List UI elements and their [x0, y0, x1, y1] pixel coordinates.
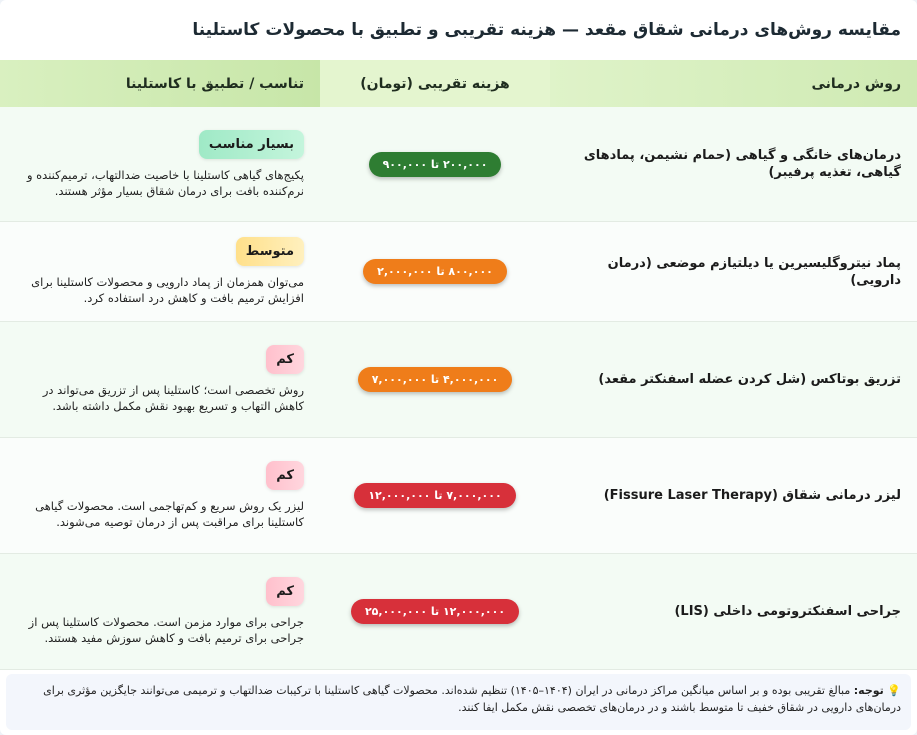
- fit-badge: کم: [266, 577, 304, 606]
- cost-pill: ۸۰۰,۰۰۰ تا ۲,۰۰۰,۰۰۰: [363, 259, 507, 284]
- fit-cell: [0, 322, 320, 437]
- cost-cell: [320, 554, 550, 669]
- fit-description: روش تخصصی است؛ کاستلینا پس از تزریق می‌تواند در کاهش التهاب و تسریع بهبود نقش مکمل داشته باشد.: [42, 383, 304, 413]
- table-row: [0, 107, 917, 222]
- cost-pill: ۷,۰۰۰,۰۰۰ تا ۱۲,۰۰۰,۰۰۰: [354, 483, 515, 508]
- method-cell: درمان‌های خانگی و گیاهی (حمام نشیمن، پمادهای گیاهی، تغذیه پرفیبر): [583, 148, 901, 180]
- fit-badge: بسیار مناسب: [199, 130, 304, 159]
- header-method: روش درمانی: [811, 75, 901, 92]
- cost-cell: [320, 107, 550, 221]
- method-cell: تزریق بوتاکس (شل کردن عضله اسفنکتر مقعد): [598, 372, 901, 387]
- table-row: [0, 322, 917, 438]
- fit-description: جراحی برای موارد مزمن است. محصولات کاستلینا پس از جراحی برای ترمیم بافت و کاهش سوزش مفید هستند.: [28, 615, 304, 645]
- header-cost: هزینه تقریبی (تومان): [320, 60, 550, 107]
- method-cell: جراحی اسفنکتروتومی داخلی (LIS): [674, 604, 901, 619]
- method-cell: پماد نیتروگلیسیرین یا دیلتیازم موضعی (درمان دارویی): [607, 255, 901, 288]
- cost-cell: [320, 322, 550, 437]
- fit-badge: متوسط: [236, 237, 304, 266]
- fit-cell: [0, 554, 320, 669]
- fit-description: می‌توان همزمان از پماد دارویی و محصولات کاستلینا برای افزایش ترمیم بافت و کاهش درد استفاده کرد.: [31, 275, 304, 305]
- table-row: [0, 554, 917, 670]
- cost-cell: [320, 438, 550, 553]
- note-text: مبالغ تقریبی بوده و بر اساس میانگین مراکز درمانی در ایران (۱۴۰۴–۱۴۰۵) تنظیم شده‌اند. محصولات گیاهی کاستلینا با ترکیبات ضدالتهاب و ترمیمی می‌توانند جایگزین مؤثری برای درمان‌های دارویی در شقاق خفیف تا متوسط باشند و در درمان‌های تخصصی نقش مکمل ایفا کنند.: [43, 684, 901, 714]
- note-label: توجه:: [853, 684, 884, 697]
- method-cell: لیزر درمانی شقاق (Fissure Laser Therapy): [603, 488, 901, 503]
- table-row: [0, 438, 917, 554]
- fit-cell: [0, 222, 320, 321]
- header-fit: تناسب / تطبیق با کاستلینا: [125, 75, 304, 92]
- fit-cell: [0, 107, 320, 221]
- cost-cell: [320, 222, 550, 321]
- fit-badge: کم: [266, 345, 304, 374]
- table-row: [0, 222, 917, 322]
- lightbulb-icon: 💡: [887, 684, 901, 697]
- cost-pill: ۴,۰۰۰,۰۰۰ تا ۷,۰۰۰,۰۰۰: [358, 367, 513, 392]
- note-box: [6, 674, 911, 730]
- fit-badge: کم: [266, 461, 304, 490]
- cost-pill: ۲۰۰,۰۰۰ تا ۹۰۰,۰۰۰: [369, 152, 502, 177]
- table-header: [0, 60, 917, 107]
- fit-description: لیزر یک روش سریع و کم‌تهاجمی است. محصولات گیاهی کاستلینا برای مراقبت پس از درمان توصیه می‌شوند.: [35, 499, 304, 529]
- page-title: مقایسه روش‌های درمانی شقاق مقعد — هزینه تقریبی و تطبیق با محصولات کاستلینا: [192, 20, 901, 40]
- cost-pill: ۱۲,۰۰۰,۰۰۰ تا ۲۵,۰۰۰,۰۰۰: [351, 599, 519, 624]
- fit-description: پکیج‌های گیاهی کاستلینا با خاصیت ضدالتهاب، ترمیم‌کننده و نرم‌کننده بافت برای درمان شقاق بسیار مؤثر هستند.: [26, 167, 304, 198]
- fit-cell: [0, 438, 320, 553]
- table-body: [0, 107, 917, 670]
